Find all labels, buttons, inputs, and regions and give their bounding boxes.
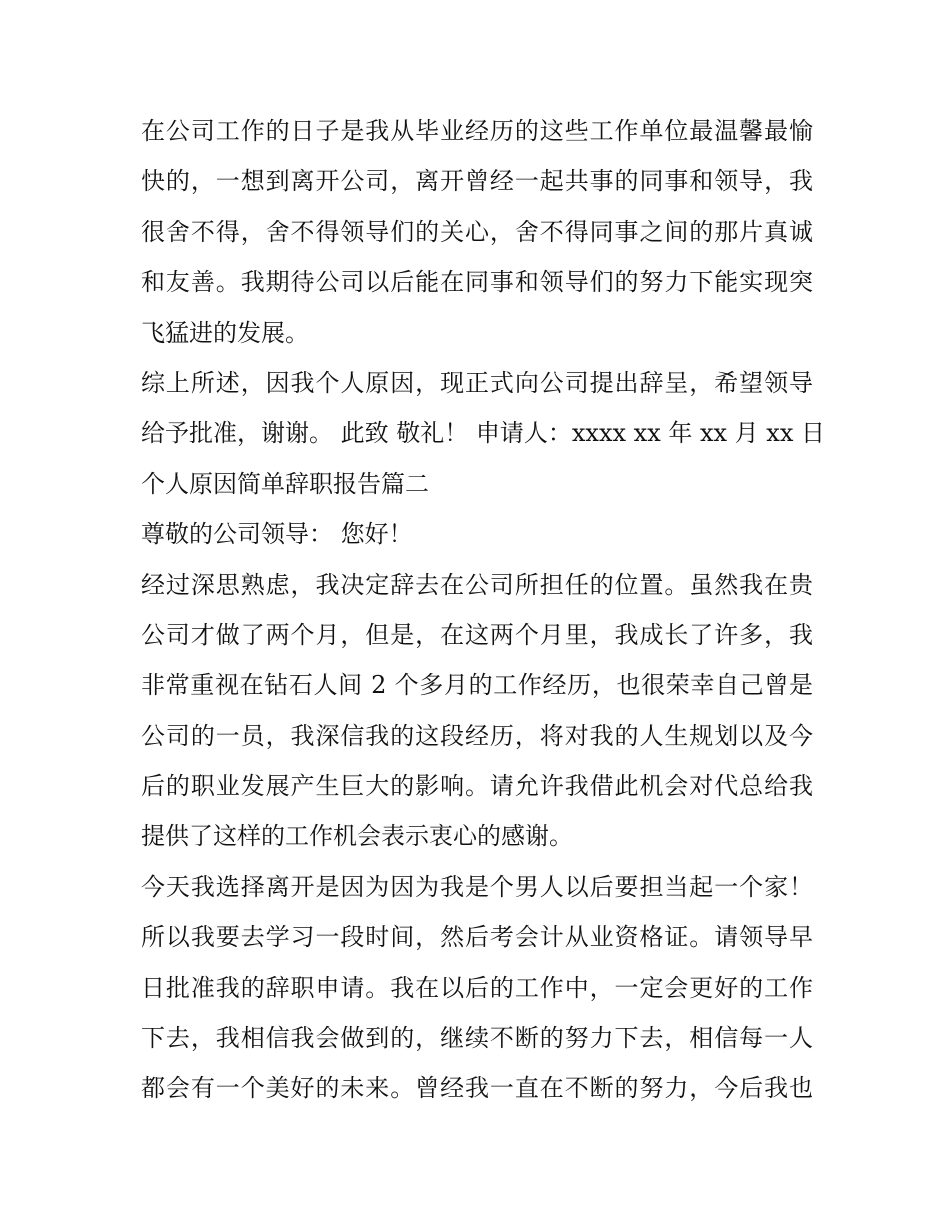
text-line: 和友善。我期待公司以后能在同事和领导们的努力下能实现突 [141,268,813,297]
text-line: 今天我选择离开是因为因为我是个男人以后要担当起一个家！ [141,872,813,901]
text-line: 尊敬的公司领导： 您好！ [141,520,413,549]
text-line: 个人原因简单辞职报告篇二 [141,469,429,498]
text-line: 很舍不得，舍不得领导们的关心，舍不得同事之间的那片真诚 [141,217,813,246]
text-line: 非常重视在钻石人间 2 个多月的工作经历，也很荣幸自己曾是 [141,671,813,700]
text-line: 经过深思熟虑，我决定辞去在公司所担任的位置。虽然我在贵 [141,570,813,599]
text-line: 所以我要去学习一段时间，然后考会计从业资格证。请领导早 [141,923,813,952]
text-line: 日批准我的辞职申请。我在以后的工作中，一定会更好的工作 [141,973,813,1002]
text-line: 公司才做了两个月，但是，在这两个月里，我成长了许多，我 [141,620,813,649]
text-line: 综上所述，因我个人原因，现正式向公司提出辞呈，希望领导 [141,368,813,397]
text-line: 飞猛进的发展。 [141,318,309,347]
text-line: 后的职业发展产生巨大的影响。请允许我借此机会对代总给我 [141,772,813,801]
document-body [141,106,826,1114]
text-line: 快的，一想到离开公司，离开曾经一起共事的同事和领导，我 [141,167,813,196]
text-line: 都会有一个美好的未来。曾经我一直在不断的努力，今后我也 [141,1074,813,1103]
text-line: 下去，我相信我会做到的，继续不断的努力下去，相信每一人 [141,1024,813,1053]
text-line: 在公司工作的日子是我从毕业经历的这些工作单位最温馨最愉 [141,117,813,145]
text-line: 公司的一员，我深信我的这段经历，将对我的人生规划以及今 [141,721,813,750]
text-line: 提供了这样的工作机会表示衷心的感谢。 [141,822,573,851]
text-line: 给予批准，谢谢。 此致 敬礼！ 申请人：xxxx xx 年 xx 月 xx 日 [141,419,826,448]
